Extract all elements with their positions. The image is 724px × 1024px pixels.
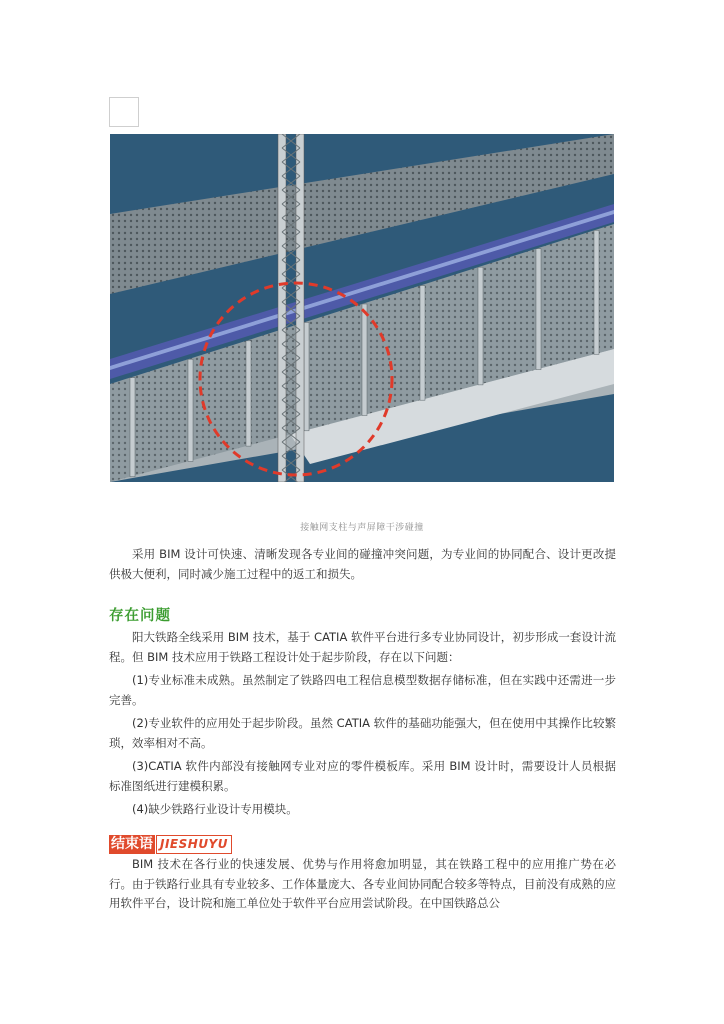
collision-rendering	[110, 134, 614, 482]
issues-paragraph: 阳大铁路全线采用 BIM 技术，基于 CATIA 软件平台进行多专业协同设计，初步形成一套设计流程。但 BIM 技术应用于铁路工程设计处于起步阶段，存在以下问题：	[109, 630, 616, 664]
image-placeholder-box	[109, 97, 139, 127]
barrier-post	[188, 359, 193, 461]
barrier-post	[536, 249, 541, 370]
issues-text	[109, 628, 616, 824]
issues-paragraph: (1)专业标准未成熟。虽然制定了铁路四电工程信息模型数据存储标准，但在实践中还需进一步完善。	[109, 673, 616, 707]
barrier-post	[246, 341, 251, 446]
figure-caption: 接触网支柱与声屏障干涉碰撞	[300, 523, 424, 533]
section-heading-issues: 存在问题	[109, 608, 171, 624]
section-heading-conclusion	[109, 835, 232, 854]
conclusion-heading-cn: 结束语	[111, 836, 153, 852]
issues-paragraph: (4)缺少铁路行业设计专用模块。	[132, 802, 298, 816]
intro-paragraph: 采用 BIM 设计可快速、清晰发现各专业间的碰撞冲突问题，为专业间的协同配合、设计更改提供极大便利，同时减少施工过程中的返工和损失。	[109, 547, 616, 581]
barrier-post	[420, 286, 425, 401]
barrier-post	[304, 322, 309, 430]
figure-image	[110, 134, 614, 482]
barrier-post	[130, 378, 135, 477]
issues-paragraph: (3)CATIA 软件内部没有接触网专业对应的零件模板库。采用 BIM 设计时，需要设计人员根据标准图纸进行建模积累。	[109, 759, 616, 793]
issues-paragraph: (2)专业软件的应用处于起步阶段。虽然 CATIA 软件的基础功能强大，但在使用中其操作比较繁琐，效率相对不高。	[109, 716, 616, 750]
conclusion-text	[109, 855, 616, 918]
barrier-post	[362, 304, 367, 416]
intro-text	[109, 545, 616, 588]
conclusion-paragraph: BIM 技术在各行业的快速发展、优势与作用将愈加明显，其在铁路工程中的应用推广势在必行。由于铁路行业具有专业较多、工作体量庞大、各专业间协同配合较多等特点，目前没有成熟的应用软件平台，设计院和施工单位处于软件平台应用尝试阶段。在中国铁路总公	[109, 857, 616, 910]
barrier-post	[594, 230, 599, 354]
barrier-post	[478, 267, 483, 385]
conclusion-heading-en: JIESHUYU	[156, 835, 232, 854]
